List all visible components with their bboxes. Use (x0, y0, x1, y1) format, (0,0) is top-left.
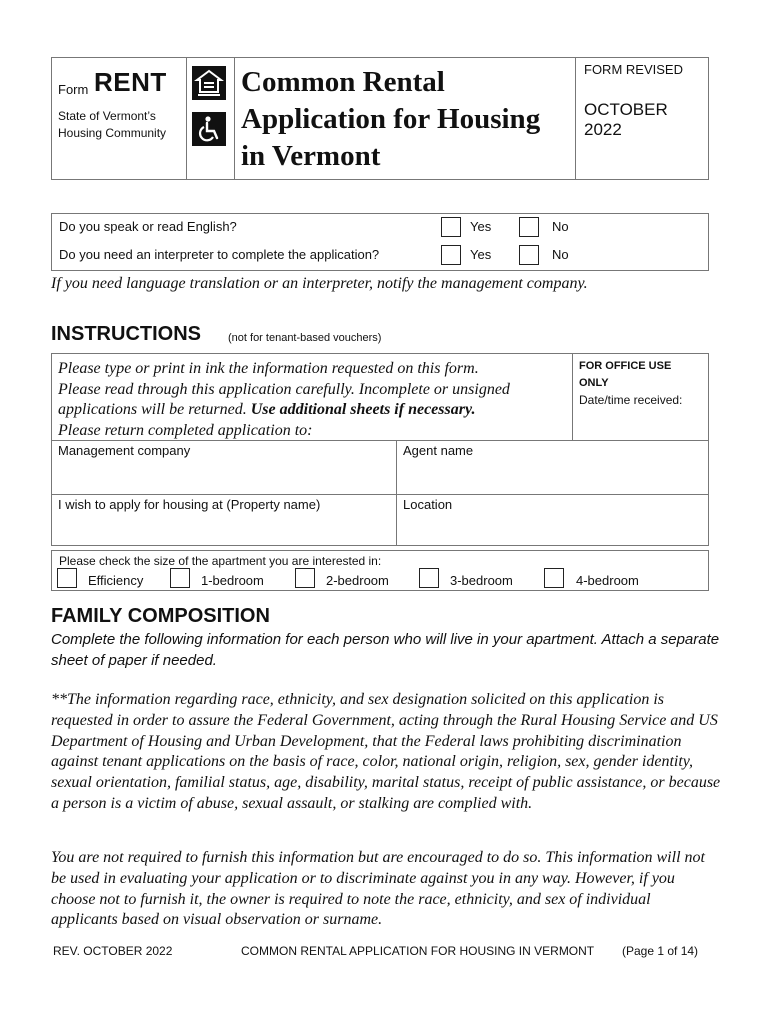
2-bedroom-checkbox[interactable] (295, 568, 315, 588)
header-icon-cell (187, 58, 235, 179)
demographics-notice: **The information regarding race, ethnicity, and sex designation solicited on this application is requested in order to assure the Federal Government, acting through the Rural Housing Service and US Department of Housing and Urban Development, that the Federal laws prohibiting discrimination against tenant applications on the basis of race, color, national origin, religion, sex, gender identity, sexual orientation, familial status, age, disability, marital status, receipt of public assistance, or because a person is a victim of abuse, sexual assault, or stalking are complied with. (51, 691, 721, 812)
language-section (51, 213, 709, 271)
footer-title: COMMON RENTAL APPLICATION FOR HOUSING IN VERMONT (241, 944, 595, 958)
4-bedroom-checkbox[interactable] (544, 568, 564, 588)
form-revised-date: OCTOBER 2022 (584, 100, 668, 139)
office-use-cell (572, 354, 709, 441)
instructions-subheading: (not for tenant-based vouchers) (228, 332, 382, 344)
form-word: Form (58, 82, 89, 97)
interpreter-yes-label: Yes (470, 247, 492, 262)
office-use-label: FOR OFFICE USE ONLY (579, 360, 672, 389)
2-bedroom-label: 2-bedroom (326, 573, 389, 588)
divider (52, 440, 708, 441)
instructions-heading: INSTRUCTIONS (51, 323, 201, 345)
management-company-field[interactable]: Management company (58, 443, 191, 458)
3-bedroom-label: 3-bedroom (450, 573, 513, 588)
equal-housing-opportunity-icon (192, 66, 226, 100)
form-header (51, 57, 709, 180)
date-received-label: Date/time received: (579, 393, 683, 407)
form-code: RENT (94, 67, 167, 97)
english-no-label: No (552, 219, 569, 234)
1-bedroom-checkbox[interactable] (170, 568, 190, 588)
wheelchair-accessibility-icon (192, 112, 226, 146)
footer-revision: REV. OCTOBER 2022 (53, 944, 173, 958)
1-bedroom-label: 1-bedroom (201, 573, 264, 588)
family-composition-heading: FAMILY COMPOSITION (51, 605, 270, 627)
instructions-text: Please type or print in ink the information requested on this form. Please read through this application carefully. Incomplete or unsigned applications will be returned. Use additional sheets if necessary. Please return completed application to: (58, 360, 510, 439)
english-yes-checkbox[interactable] (441, 217, 461, 237)
org-line-2: Housing Community (58, 126, 167, 140)
efficiency-label: Efficiency (88, 573, 144, 588)
form-revised-label: FORM REVISED (584, 62, 683, 77)
org-line-1: State of Vermont’s (58, 109, 156, 123)
form-title: Common Rental Application for Housing in Vermont (241, 66, 541, 172)
interpreter-question: Do you need an interpreter to complete the application? (59, 247, 380, 262)
header-form-cell (52, 58, 187, 179)
english-yes-label: Yes (470, 219, 492, 234)
family-intro: Complete the following information for each person who will live in your apartment. Attach a separate sheet of paper if needed. (51, 631, 720, 669)
demographics-optional-notice: You are not required to furnish this information but are encouraged to do so. This information will not be used in evaluating your application or to discriminate against you in any way. However, if you choose not to furnish it, the owner is required to note the race, ethnicity, and sex of individual applicants based on visual observation or surname. (51, 849, 705, 929)
interpreter-yes-checkbox[interactable] (441, 245, 461, 265)
divider (396, 440, 397, 545)
divider (52, 494, 708, 495)
english-no-checkbox[interactable] (519, 217, 539, 237)
agent-name-field[interactable]: Agent name (403, 443, 474, 458)
apartment-size-question: Please check the size of the apartment you are interested in: (59, 554, 382, 568)
property-name-field[interactable]: I wish to apply for housing at (Property name) (58, 497, 321, 512)
instructions-box (51, 353, 709, 546)
header-title-cell (235, 58, 576, 179)
3-bedroom-checkbox[interactable] (419, 568, 439, 588)
interpreter-no-label: No (552, 247, 569, 262)
4-bedroom-label: 4-bedroom (576, 573, 639, 588)
footer-page-number: (Page 1 of 14) (622, 944, 699, 958)
language-note: If you need language translation or an interpreter, notify the management company. (51, 275, 588, 292)
interpreter-no-checkbox[interactable] (519, 245, 539, 265)
location-field[interactable]: Location (403, 497, 453, 512)
english-question: Do you speak or read English? (59, 219, 237, 234)
efficiency-checkbox[interactable] (57, 568, 77, 588)
apartment-size-section (51, 550, 709, 591)
